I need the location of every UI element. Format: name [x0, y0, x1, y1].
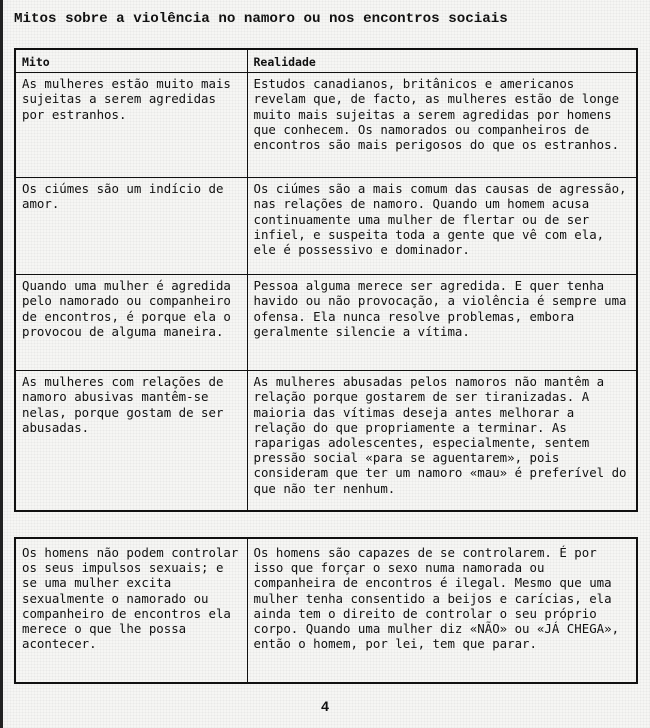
table-row: [15, 178, 637, 275]
table-row: [15, 73, 637, 178]
table-row: [15, 371, 637, 511]
page-number: 4: [321, 698, 329, 714]
reality-cell: Estudos canadianos, britânicos e americanos revelam que, de facto, as mulheres estão de longe muito mais sujeitas a serem agredidas por homens que conhecem. Os namorados ou companheiros de encontros são mais perigosos do que os estranhos.: [247, 73, 637, 178]
myths-table-continued: [14, 537, 638, 684]
header-reality: Realidade: [247, 49, 637, 73]
myth-cell: Os ciúmes são um indício de amor.: [15, 178, 247, 275]
myths-table: [14, 48, 638, 512]
reality-cell: Pessoa alguma merece ser agredida. E quer tenha havido ou não provocação, a violência é sempre uma ofensa. Ela nunca resolve problemas, embora geralmente silencie a vítima.: [247, 275, 637, 371]
myth-cell: Quando uma mulher é agredida pelo namorado ou companheiro de encontros, é porque ela o provocou de alguma maneira.: [15, 275, 247, 371]
page-title: Mitos sobre a violência no namoro ou nos encontros sociais: [14, 11, 508, 27]
table-row: [15, 538, 637, 683]
table-header-row: [15, 49, 637, 73]
reality-cell: Os ciúmes são a mais comum das causas de agressão, nas relações de namoro. Quando um homem acusa continuamente uma mulher de flertar ou de ser infiel, e suspeita toda a gente que vê com ela, ele é possessivo e dominador.: [247, 178, 637, 275]
table-row: [15, 275, 637, 371]
myth-cell: As mulheres estão muito mais sujeitas a serem agredidas por estranhos.: [15, 73, 247, 178]
scan-edge: [0, 0, 3, 728]
myth-cell: Os homens não podem controlar os seus impulsos sexuais; e se uma mulher excita sexualmente o namorado ou companheiro de encontros ela merece o que lhe possa acontecer.: [15, 538, 247, 683]
reality-cell: As mulheres abusadas pelos namoros não mantêm a relação porque gostarem de ser tiranizadas. A maioria das vítimas deseja antes melhorar a relação do que propriamente a terminar. As raparigas adolescentes, especialmente, sentem pressão social «para se aguentarem», pois consideram que ter um namoro «mau» é preferível do que não ter nenhum.: [247, 371, 637, 511]
reality-cell: Os homens são capazes de se controlarem. É por isso que forçar o sexo numa namorada ou companheira de encontros é ilegal. Mesmo que uma mulher tenha consentido a beijos e carícias, ela ainda tem o direito de controlar o seu próprio corpo. Quando uma mulher diz «NÃO» ou «JÁ CHEGA», então o homem, por lei, tem que parar.: [247, 538, 637, 683]
header-myth: Mito: [15, 49, 247, 73]
myth-cell: As mulheres com relações de namoro abusivas mantêm-se nelas, porque gostam de ser abusadas.: [15, 371, 247, 511]
